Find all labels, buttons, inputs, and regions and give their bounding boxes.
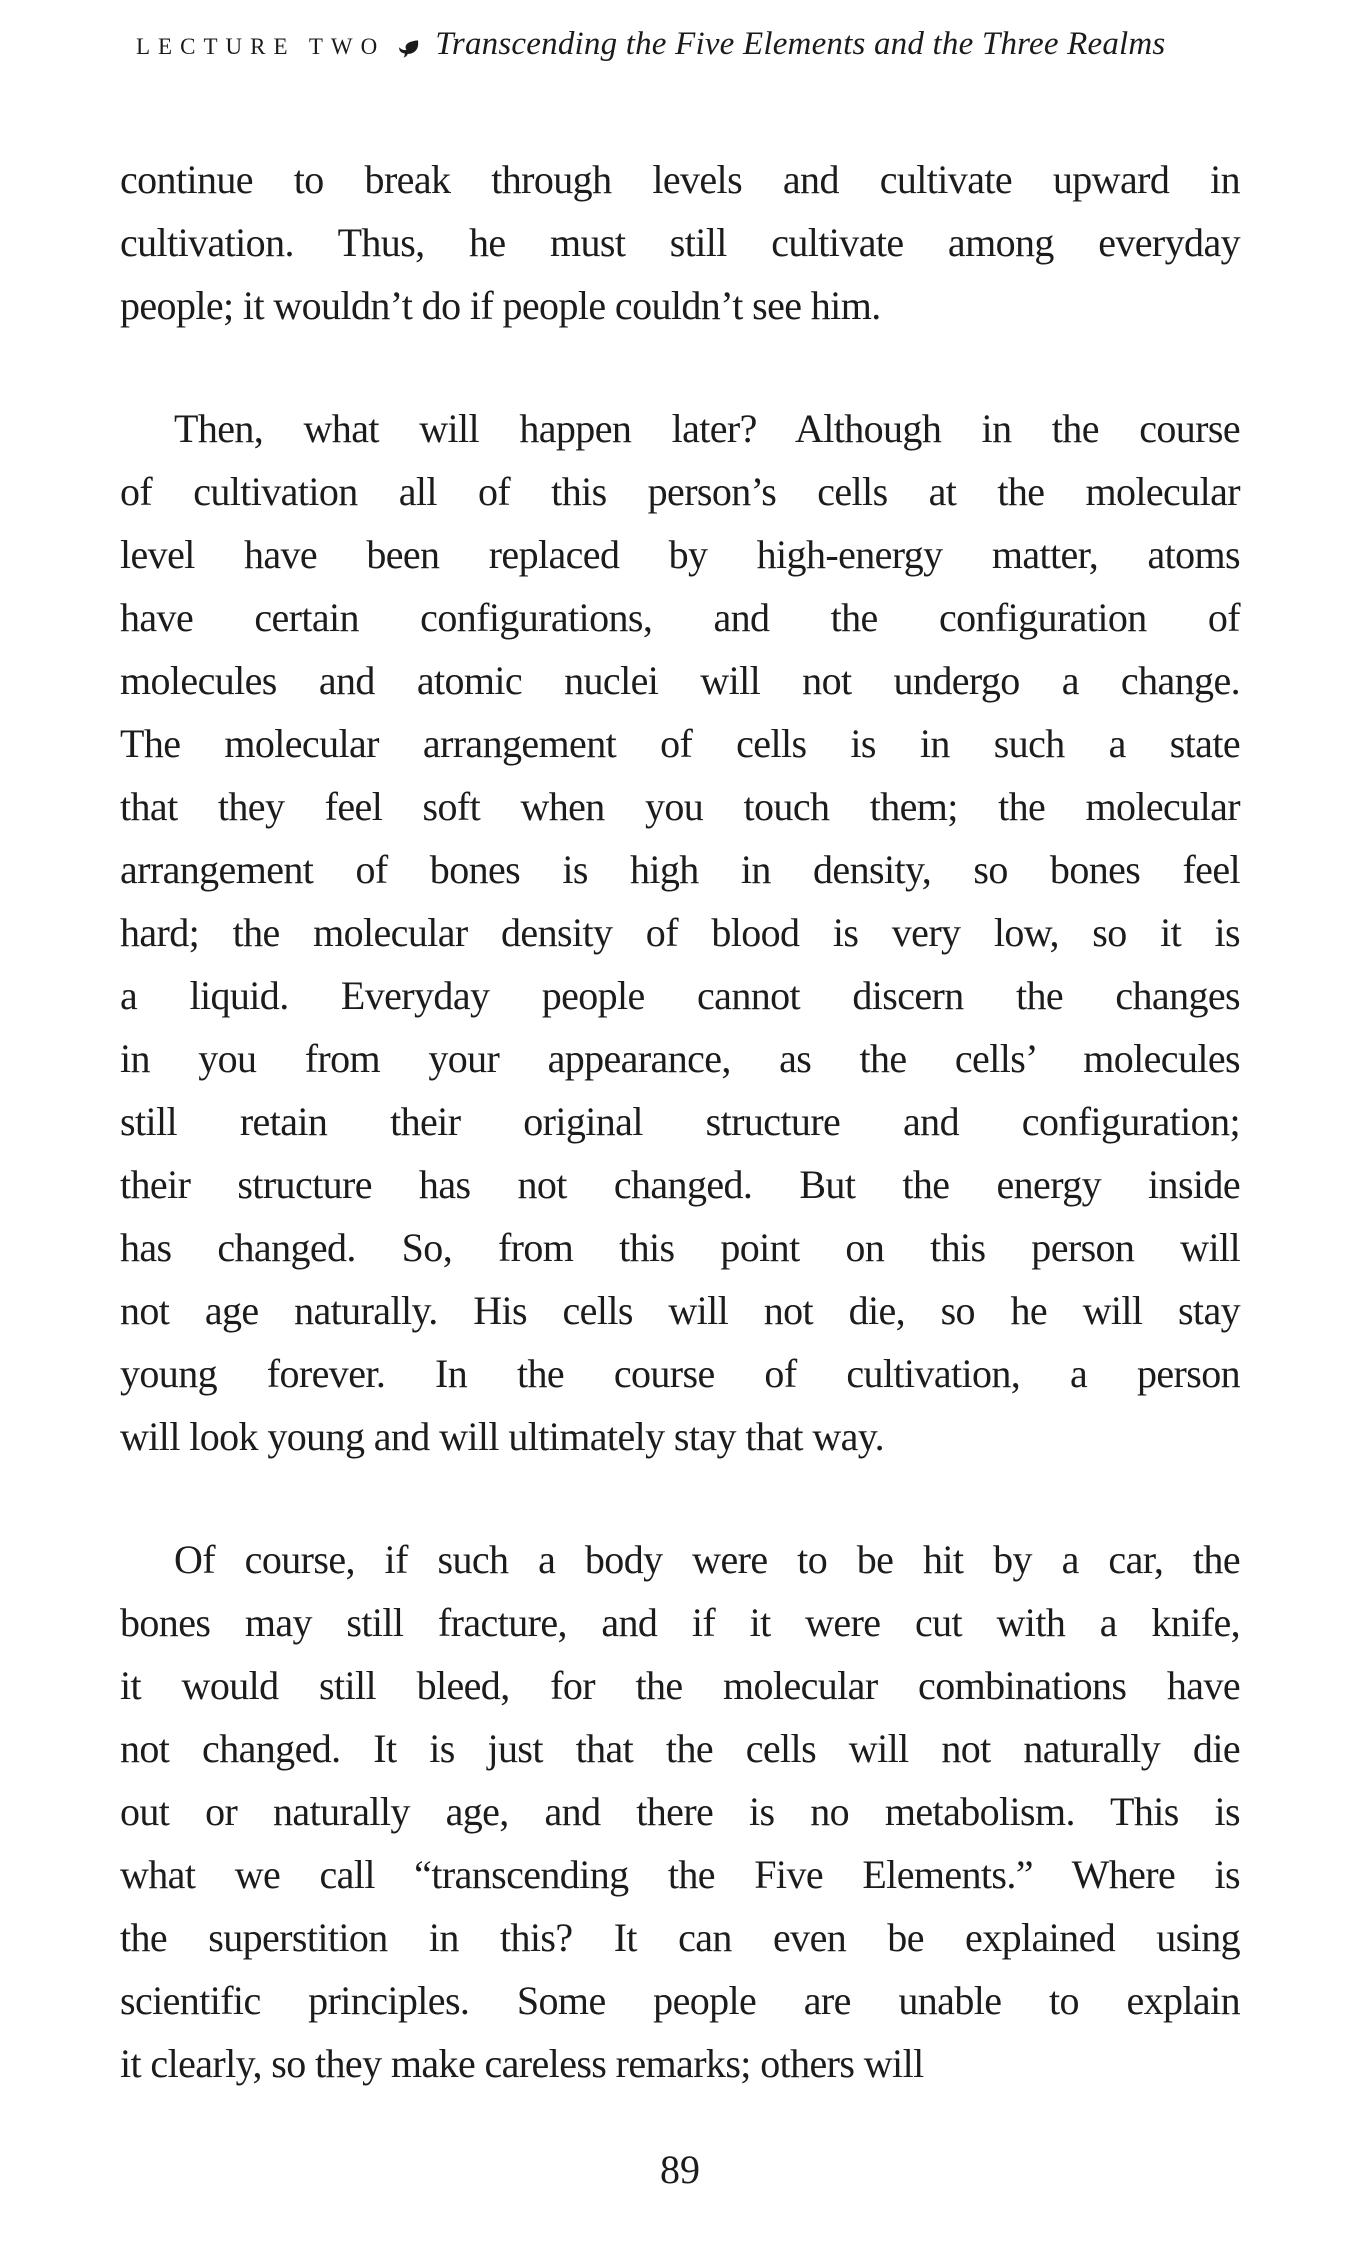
leaf-ornament-icon — [395, 37, 421, 63]
text-line: a liquid. Everyday people cannot discern the changes — [120, 973, 1240, 1018]
body-text — [120, 148, 1240, 2095]
page-number: 89 — [660, 2147, 700, 2192]
text-line: level have been replaced by high-energy matter, atoms — [120, 532, 1240, 577]
paragraph — [120, 397, 1240, 1468]
text-line: Then, what will happen later? Although in the course — [174, 406, 1240, 451]
text-line: young forever. In the course of cultivation, a person — [120, 1351, 1240, 1396]
text-line: still retain their original structure and configuration; — [120, 1099, 1240, 1144]
text-line: scientific principles. Some people are unable to explain — [120, 1978, 1240, 2023]
text-line: molecules and atomic nuclei will not undergo a change. — [120, 658, 1240, 703]
text-line: the superstition in this? It can even be explained using — [120, 1915, 1240, 1960]
lecture-label: LECTURE TWO — [136, 34, 386, 59]
text-line: cultivation. Thus, he must still cultivate among everyday — [120, 220, 1240, 265]
text-line: of cultivation all of this person’s cells at the molecular — [120, 469, 1240, 514]
running-header — [120, 24, 1240, 67]
text-line: it would still bleed, for the molecular combinations have — [120, 1663, 1240, 1708]
paragraph — [120, 148, 1240, 337]
text-line: The molecular arrangement of cells is in such a state — [120, 721, 1240, 766]
text-line: have certain configurations, and the configuration of — [120, 595, 1240, 640]
text-line: what we call “transcending the Five Elements.” Where is — [120, 1852, 1240, 1897]
text-line: out or naturally age, and there is no metabolism. This is — [120, 1789, 1240, 1834]
text-line: arrangement of bones is high in density, so bones feel — [120, 847, 1240, 892]
text-line: not changed. It is just that the cells will not naturally die — [120, 1726, 1240, 1771]
text-line: hard; the molecular density of blood is very low, so it is — [120, 910, 1240, 955]
text-line: that they feel soft when you touch them; the molecular — [120, 784, 1240, 829]
text-line: people; it wouldn’t do if people couldn’t see him. — [120, 283, 881, 328]
text-line: Of course, if such a body were to be hit by a car, the — [174, 1537, 1240, 1582]
text-line: their structure has not changed. But the energy inside — [120, 1162, 1240, 1207]
header-title: Transcending the Five Elements and the Three Realms — [435, 26, 1166, 62]
text-line: will look young and will ultimately stay that way. — [120, 1414, 884, 1459]
text-line: bones may still fracture, and if it were cut with a knife, — [120, 1600, 1240, 1645]
text-line: not age naturally. His cells will not die, so he will stay — [120, 1288, 1240, 1333]
text-line: it clearly, so they make careless remarks; others will — [120, 2041, 924, 2086]
text-line: continue to break through levels and cultivate upward in — [120, 157, 1240, 202]
text-line: has changed. So, from this point on this person will — [120, 1225, 1240, 1270]
paragraph — [120, 1528, 1240, 2095]
text-line: in you from your appearance, as the cells’ molecules — [120, 1036, 1240, 1081]
